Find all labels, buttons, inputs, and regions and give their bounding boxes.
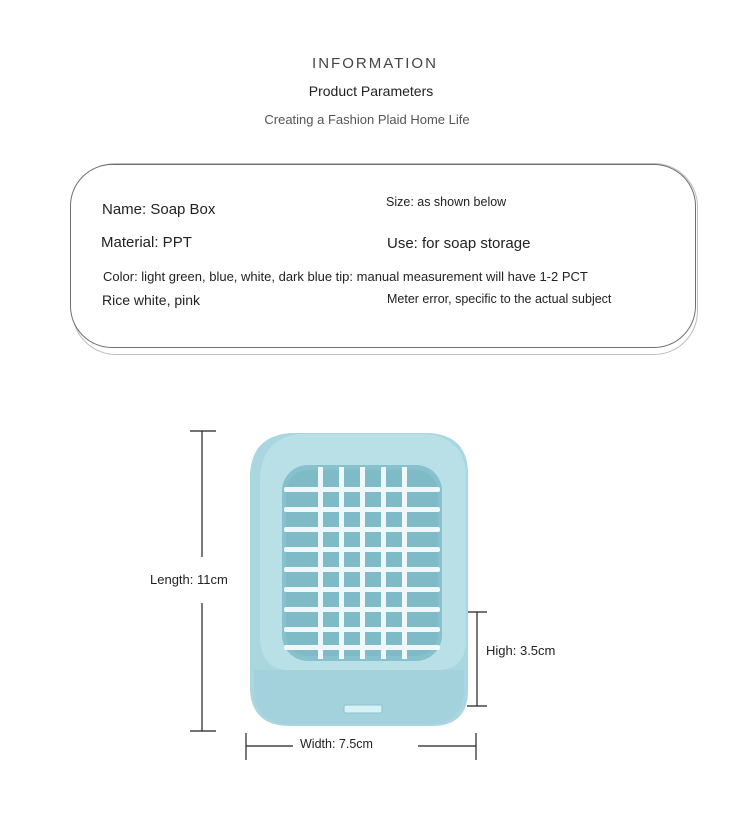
parameters-panel — [70, 164, 696, 348]
width-label: Width: 7.5cm — [300, 737, 373, 751]
soap-box — [250, 433, 468, 726]
height-dimension-line — [467, 612, 487, 706]
param-color: Color: light green, blue, white, dark blue tip: manual measurement will have 1-2 PCT — [103, 269, 588, 284]
param-color-continued: Rice white, pink — [102, 292, 201, 308]
param-name: Name: Soap Box — [102, 201, 216, 218]
information-heading: INFORMATION — [312, 55, 438, 72]
product-parameters-title: Product Parameters — [308, 83, 434, 99]
param-material: Material: PPT — [101, 234, 192, 251]
tagline: Creating a Fashion Plaid Home Life — [264, 112, 470, 127]
param-size: Size: as shown below — [386, 195, 507, 209]
height-label: High: 3.5cm — [486, 643, 556, 658]
param-use: Use: for soap storage — [387, 235, 531, 252]
soap-box-illustration — [0, 380, 750, 780]
param-error-note: Meter error, specific to the actual subject — [387, 292, 612, 306]
length-label: Length: 11cm — [150, 572, 228, 587]
